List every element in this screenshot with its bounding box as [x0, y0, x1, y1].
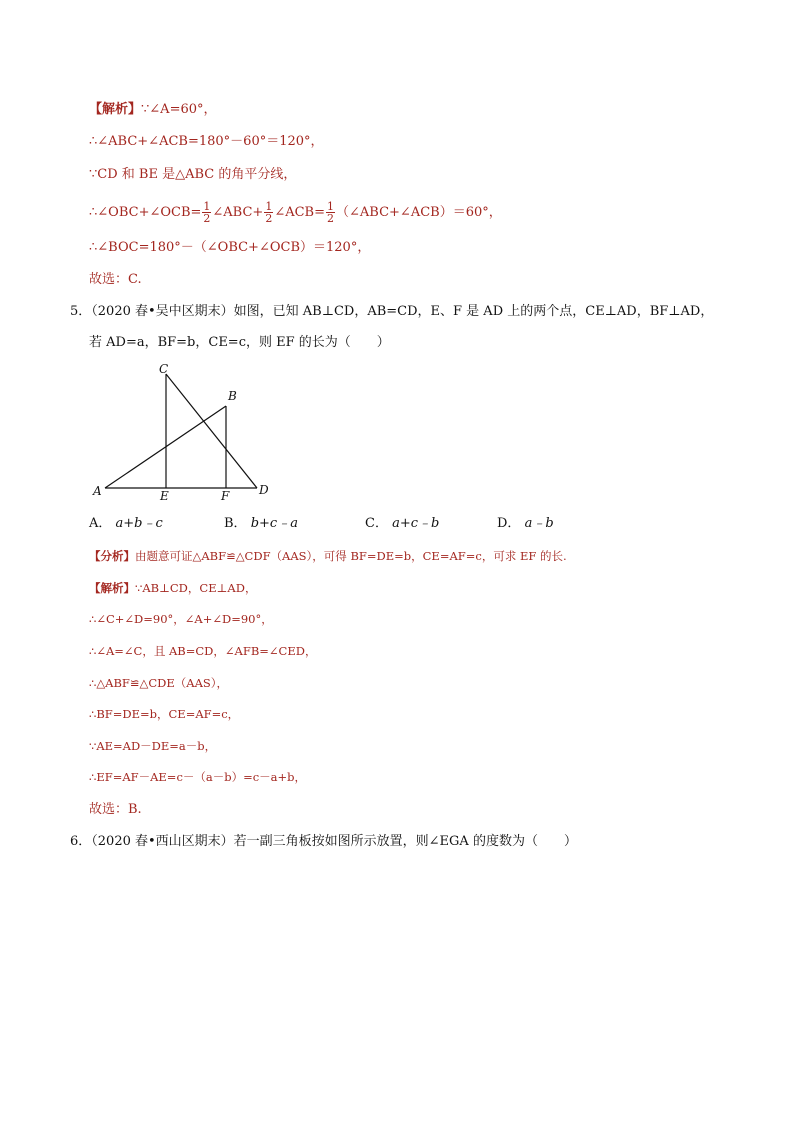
solution5-step-6: ∵AE=AD－DE=a－b， — [89, 739, 217, 753]
question-6-line-1: 6．（2020 春•西山区期末）若一副三角板按如图所示放置，则∠EGA 的度数为（ ） — [70, 834, 577, 849]
analysis-label: 【分析】 — [89, 549, 135, 563]
solution-line-4-prefix: ∴∠OBC+∠OCB= — [89, 205, 202, 220]
option-b-value: b+c﹣a — [250, 516, 298, 531]
solution-text-1: ∵∠A=60°， — [141, 102, 217, 117]
option-a-letter: A． — [89, 516, 112, 531]
solution-line-4 — [89, 200, 502, 226]
solution-label: 【解析】 — [89, 102, 142, 117]
option-b[interactable] — [224, 515, 298, 533]
question-5-figure — [85, 358, 285, 503]
solution5-step-7: ∴EF=AF－AE=c－（a－b）=c－a+b， — [89, 770, 307, 784]
solution5-step-5: ∴BF=DE=b，CE=AF=c， — [89, 707, 240, 721]
solution-line-4-mid1: ∠ABC+ — [212, 205, 264, 220]
solution-line-4-suffix: （∠ABC+∠ACB）＝60°， — [336, 205, 502, 220]
label-D: D — [259, 483, 269, 497]
solution5-answer: 故选：B. — [89, 802, 142, 817]
option-d-letter: D． — [497, 516, 521, 531]
fraction-denominator: 2 — [327, 212, 335, 225]
option-c[interactable] — [365, 515, 439, 533]
solution-answer: 故选：C. — [89, 272, 142, 287]
option-d-value: a﹣b — [524, 516, 554, 531]
solution5-step-4: ∴△ABF≌△CDE（AAS）， — [89, 676, 229, 690]
question-5-line-1: 5．（2020 春•吴中区期末）如图，已知 AB⊥CD，AB=CD，E、F 是 AD 上的两个点，CE⊥AD，BF⊥AD， — [70, 304, 714, 319]
analysis-line — [89, 548, 567, 564]
fraction-denominator: 2 — [265, 212, 273, 225]
segment-CD — [166, 374, 257, 488]
solution5-step-2: ∴∠C+∠D=90°，∠A+∠D=90°， — [89, 612, 273, 626]
solution-line-5: ∴∠BOC=180°－（∠OBC+∠OCB）＝120°， — [89, 240, 371, 255]
fraction-numerator: 1 — [265, 200, 273, 213]
fraction-half-1 — [202, 201, 211, 224]
solution-line-2: ∴∠ABC+∠ACB=180°－60°＝120°， — [89, 134, 324, 149]
question-5-line-2: 若 AD=a，BF=b，CE=c，则 EF 的长为（ ） — [89, 335, 390, 350]
option-c-value: a+c﹣b — [392, 516, 440, 531]
option-a[interactable] — [89, 515, 163, 533]
solution5-step-1: ∵AB⊥CD，CE⊥AD， — [135, 581, 257, 595]
fraction-numerator: 1 — [327, 200, 335, 213]
fraction-half-2 — [264, 201, 273, 224]
solution5-step-3: ∴∠A=∠C，且 AB=CD，∠AFB=∠CED， — [89, 644, 317, 658]
solution-line-3: ∵CD 和 BE 是△ABC 的角平分线， — [89, 167, 297, 182]
fraction-half-3 — [326, 201, 335, 224]
option-c-letter: C． — [365, 516, 388, 531]
analysis-text: 由题意可证△ABF≌△CDF（AAS），可得 BF=DE=b，CE=AF=c，可求 EF 的长. — [135, 549, 567, 563]
label-C: C — [159, 362, 169, 376]
fraction-numerator: 1 — [203, 200, 211, 213]
option-b-letter: B． — [224, 516, 247, 531]
option-a-value: a+b﹣c — [115, 516, 163, 531]
label-F: F — [221, 489, 230, 503]
solution-line-1 — [89, 101, 217, 119]
label-B: B — [228, 389, 237, 403]
solution5-label: 【解析】 — [89, 581, 135, 595]
label-A: A — [93, 484, 102, 498]
solution5-line-1 — [89, 580, 256, 596]
label-E: E — [160, 489, 169, 503]
solution-line-4-mid2: ∠ACB= — [274, 205, 326, 220]
fraction-denominator: 2 — [203, 212, 211, 225]
option-d[interactable] — [497, 515, 554, 533]
